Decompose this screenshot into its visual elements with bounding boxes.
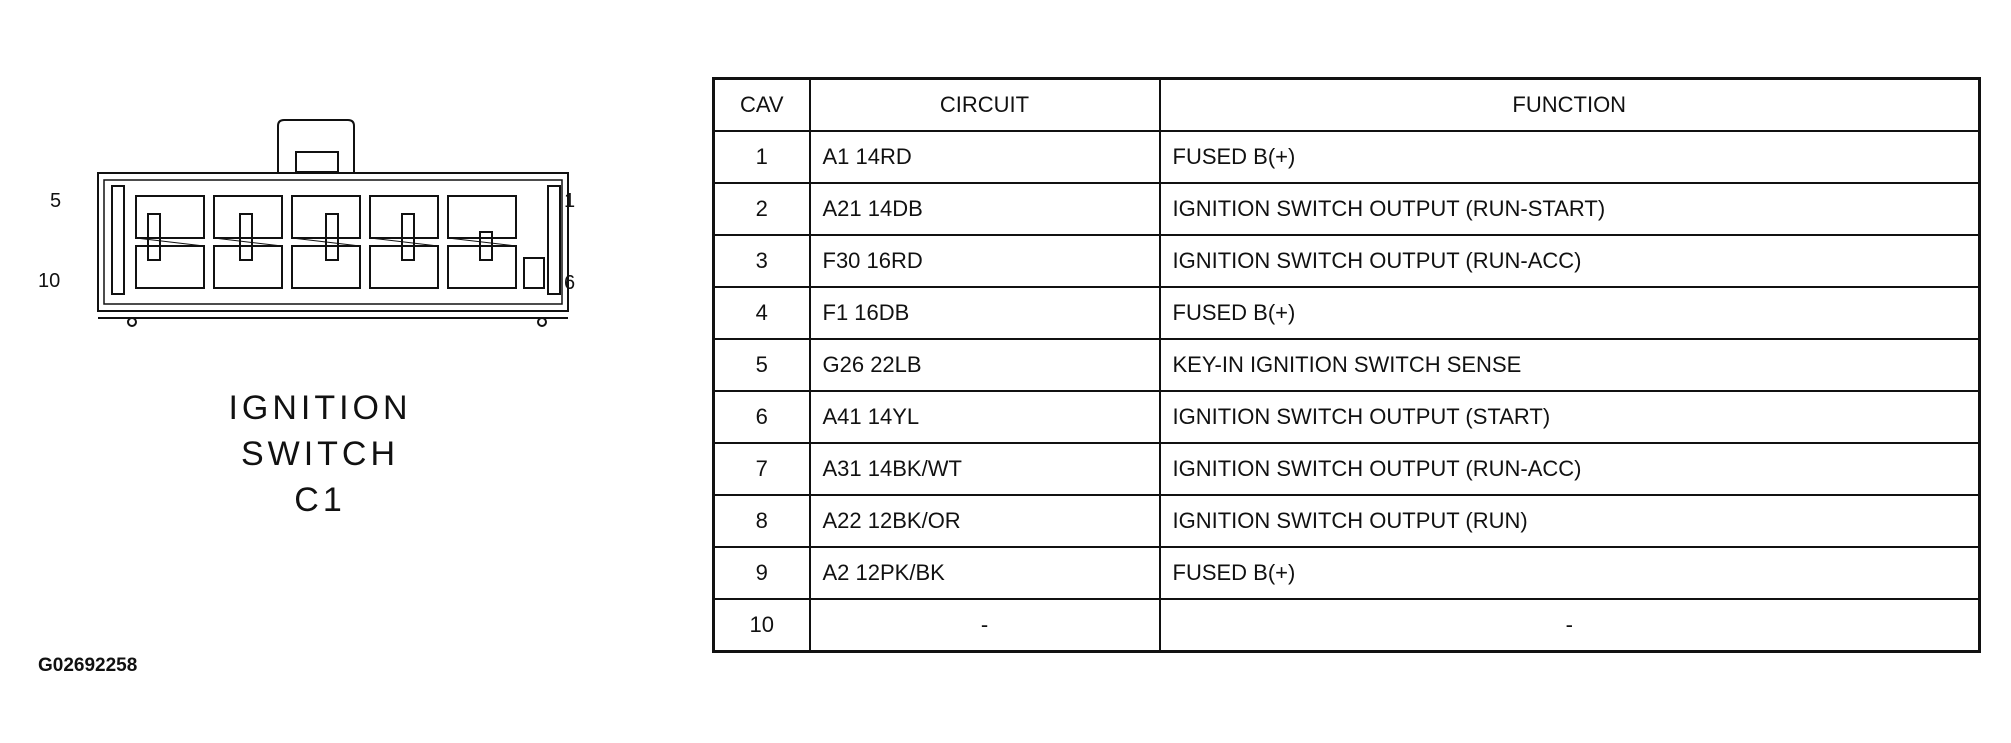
cell-function: KEY-IN IGNITION SWITCH SENSE — [1160, 339, 1980, 391]
cell-circuit: A1 14RD — [810, 131, 1160, 183]
figure-id: G02692258 — [38, 655, 138, 676]
pinout-table — [712, 77, 1981, 653]
table-row — [714, 495, 1980, 547]
cell-cav: 2 — [714, 183, 810, 235]
table-row — [714, 547, 1980, 599]
cell-circuit: A2 12PK/BK — [810, 547, 1160, 599]
cell-cav: 5 — [714, 339, 810, 391]
cell-function: IGNITION SWITCH OUTPUT (RUN-ACC) — [1160, 235, 1980, 287]
table-row — [714, 443, 1980, 495]
cell-circuit: - — [810, 599, 1160, 652]
connector-title-line: C1 — [294, 481, 346, 519]
cell-cav: 10 — [714, 599, 810, 652]
connector-title-line: SWITCH — [240, 435, 400, 473]
cell-function: IGNITION SWITCH OUTPUT (RUN-ACC) — [1160, 443, 1980, 495]
cell-circuit: A41 14YL — [810, 391, 1160, 443]
table-header-row — [714, 79, 1980, 132]
header-function: FUNCTION — [1160, 79, 1980, 132]
table-row — [714, 235, 1980, 287]
cell-function: FUSED B(+) — [1160, 131, 1980, 183]
table-row — [714, 391, 1980, 443]
cell-circuit: F1 16DB — [810, 287, 1160, 339]
connector-title — [180, 385, 460, 523]
cell-function: IGNITION SWITCH OUTPUT (RUN-START) — [1160, 183, 1980, 235]
cell-cav: 8 — [714, 495, 810, 547]
cell-function: FUSED B(+) — [1160, 287, 1980, 339]
cell-circuit: A31 14BK/WT — [810, 443, 1160, 495]
table-row — [714, 339, 1980, 391]
cell-circuit: F30 16RD — [810, 235, 1160, 287]
connector-latch-window — [296, 152, 338, 172]
cell-cav: 7 — [714, 443, 810, 495]
cell-function: - — [1160, 599, 1980, 652]
connector-title-line: IGNITION — [228, 389, 412, 427]
cell-circuit: A22 12BK/OR — [810, 495, 1160, 547]
connector-diagram — [40, 118, 600, 348]
cell-cav: 1 — [714, 131, 810, 183]
cell-circuit: A21 14DB — [810, 183, 1160, 235]
table-row — [714, 287, 1980, 339]
table-row — [714, 599, 1980, 652]
cell-cav: 6 — [714, 391, 810, 443]
cell-cav: 4 — [714, 287, 810, 339]
pin-label-top-right: 1 — [564, 190, 576, 212]
cell-function: IGNITION SWITCH OUTPUT (START) — [1160, 391, 1980, 443]
header-cav: CAV — [714, 79, 810, 132]
cell-function: IGNITION SWITCH OUTPUT (RUN) — [1160, 495, 1980, 547]
header-circuit: CIRCUIT — [810, 79, 1160, 132]
cell-cav: 3 — [714, 235, 810, 287]
pin-label-top-left: 5 — [50, 190, 62, 212]
cell-function: FUSED B(+) — [1160, 547, 1980, 599]
pin-label-bottom-left: 10 — [38, 270, 61, 292]
connector-latch — [278, 120, 354, 173]
cell-circuit: G26 22LB — [810, 339, 1160, 391]
cell-cav: 9 — [714, 547, 810, 599]
pin-label-bottom-right: 6 — [564, 272, 576, 294]
table-row — [714, 183, 1980, 235]
table-row — [714, 131, 1980, 183]
